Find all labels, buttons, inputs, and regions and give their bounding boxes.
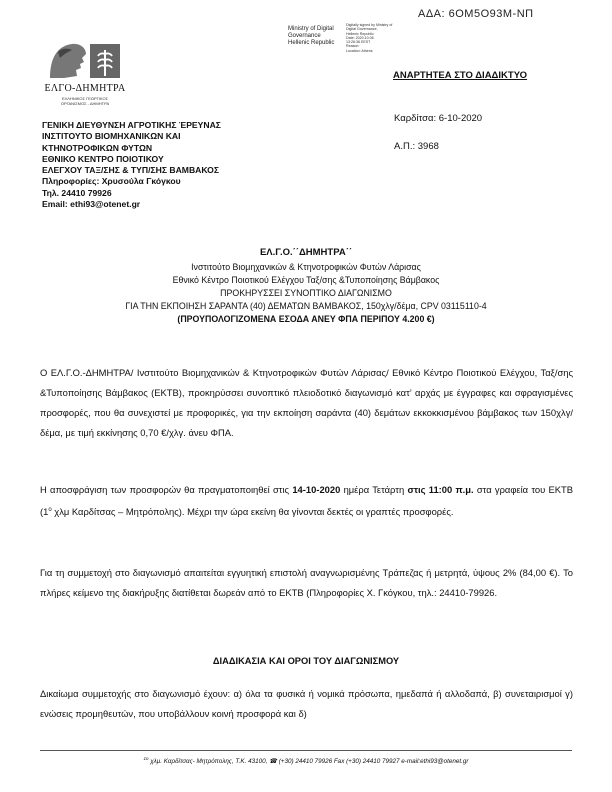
digital-signature-details bbox=[346, 23, 392, 53]
footer-text: χλμ. Καρδίτσας- Μητρόπολης, Τ.Κ. 43100, ☎ (+30) 24410 79926 Fax (+30) 24410 79927 e-mail:ethi93@otenet.gr bbox=[148, 758, 469, 766]
logo-tagline-line: ΕΛΛΗΝΙΚΟΣ ΓΕΩΡΓΙΚΟΣ bbox=[61, 96, 109, 101]
paragraph-guarantee: Για τη συμμετοχή στο διαγωνισμό απαιτείται εγγυητική επιστολή αναγνωρισμένης Τράπεζας ή μετρητά, ύψους 2% (84,00 €). Το πλήρες κείμενο της διακήρυξης διατίθεται δωρεάν από το ΕΚΤΒ (Πληροφορίες Χ. Γκόγκου, τηλ.: 24410-79926. bbox=[40, 567, 573, 598]
place-date: Καρδίτσα: 6-10-2020 bbox=[394, 113, 483, 124]
ada-code: ΑΔΑ: 6ΟΜ5Ο93Μ-ΝΠ bbox=[418, 8, 534, 20]
heading-org: ΕΛ.Γ.Ο.΄΄ΔΗΜΗΤΡΑ΄΄ bbox=[259, 247, 353, 258]
heading-announcement: ΠΡΟΚΗΡΥΣΣΕΙ ΣΥΝΟΠΤΙΚΟ ΔΙΑΓΩΝΙΣΜΟ bbox=[220, 288, 392, 298]
goddess-head-icon bbox=[46, 40, 124, 82]
sender-line: ΕΛΕΓΧΟΥ ΤΑΞ/ΣΗΣ & ΤΥΠ/ΣΗΣ ΒΑΜΒΑΚΟΣ bbox=[42, 165, 220, 176]
sender-line: ΕΘΝΙΚΟ ΚΕΝΤΡΟ ΠΟΙΟΤΙΚΟΥ bbox=[42, 153, 164, 164]
issuer-line: Ministry of Digital bbox=[288, 26, 334, 32]
logo-tagline bbox=[40, 96, 130, 106]
digital-signature-issuer bbox=[288, 26, 334, 47]
issuer-line: Hellenic Republic bbox=[288, 40, 335, 46]
posting-note: ΑΝΑΡΤΗΤΕΑ ΣΤΟ ΔΙΑΔΙΚΤΥΟ bbox=[393, 70, 528, 81]
heading-institute: Ινστιτούτο Βιομηχανικών & Κτηνοτροφικών Φυτών Λάρισας bbox=[191, 262, 421, 272]
paragraph-opening bbox=[40, 480, 573, 522]
opening-text: στα γραφεία του ΕΚΤΒ (1 bbox=[40, 484, 573, 518]
sender-contact: Πληροφορίες: Χρυσούλα Γκόγκου bbox=[42, 176, 181, 187]
opening-text: χλμ Καρδίτσας – Μητρόπολης). Μέχρι την ώρα εκείνη θα γίνονται δεκτές οι γραπτές προσφορές. bbox=[51, 506, 454, 518]
logo-wordmark: ΕΛΓΟ-ΔΗΜΗΤΡΑ bbox=[44, 83, 126, 94]
heading-center: Εθνικό Κέντρο Ποιοτικού Ελέγχου Ταξ/σης &Τυποποίησης Βάμβακος bbox=[172, 275, 440, 285]
ordinal-sup: ο bbox=[48, 507, 52, 513]
footer-sup: ο bbox=[145, 756, 149, 761]
sender-email: Email: ethi93@otenet.gr bbox=[42, 199, 141, 210]
sender-line: ΙΝΣΤΙΤΟΥΤΟ ΒΙΟΜΗΧΑΝΙΚΩΝ ΚΑΙ bbox=[42, 131, 181, 142]
footer-address bbox=[40, 756, 572, 765]
footer-divider bbox=[40, 750, 572, 751]
opening-date: 14-10-2020 bbox=[292, 484, 341, 495]
opening-text: ημέρα Τετάρτη bbox=[340, 484, 408, 495]
sender-line: ΚΤΗΝΟΤΡΟΦΙΚΩΝ ΦΥΤΩΝ bbox=[42, 142, 153, 153]
signature-line: Digital Governance, bbox=[346, 27, 378, 32]
signature-line: 13:26:36 EEST bbox=[346, 40, 371, 45]
heading-budget: (ΠΡΟΥΠΟΛΟΓΙΖΟΜΕΝΑ ΕΣΟΔΑ ΑΝΕΥ ΦΠΑ ΠΕΡΙΠΟΥ 4.200 €) bbox=[177, 314, 435, 324]
signature-line: Digitally signed by Ministry of bbox=[346, 23, 393, 27]
footer-sup-num: 1 bbox=[143, 756, 146, 761]
sender-phone: Τηλ. 24410 79926 bbox=[42, 187, 112, 198]
sender-block bbox=[42, 120, 221, 210]
sender-line: ΓΕΝΙΚΗ ΔΙΕΥΘΥΝΣΗ ΑΓΡΟΤΙΚΗΣ ΈΡΕΥΝΑΣ bbox=[42, 120, 221, 130]
signature-line: Location: Athens bbox=[346, 48, 373, 53]
opening-time: στις 11:00 π.μ. bbox=[407, 484, 474, 495]
protocol-number: Α.Π.: 3968 bbox=[394, 141, 439, 152]
paragraph-eligibility: Δικαίωμα συμμετοχής στο διαγωνισμό έχουν: α) όλα τα φυσικά ή νομικά πρόσωπα, ημεδαπά ή αλλοδαπά, β) συνεταιρισμοί γ) ενώσεις προμηθευτών, που υποβάλλουν κοινή προσφορά και δ) bbox=[40, 688, 573, 719]
paragraph-announcement: Ο ΕΛ.Γ.Ο.-ΔΗΜΗΤΡΑ/ Ινστιτούτο Βιομηχανικών & Κτηνοτροφικών Φυτών Λάρισας/ Εθνικό Κέντρο Ποιοτικού Ελέγχου, Ταξ/σης &Τυποποίησης Βάμβακος (ΕΚΤΒ), προκηρύσσει συνοπτικό πλειοδοτικό διαγωνισμό κατ’ αρχάς με έγγραφες και σφραγισμένες προσφορές, που θα συνεχιστεί με προφορικές, για την εκποίηση σαράντα (40) δεμάτων εκκοκκισμένου βάμβακος των 150χλγ/δέμα, με τιμή εκκίνησης 0,70 €/χλγ. άνευ ΦΠΑ. bbox=[40, 367, 573, 438]
signature-line: Date: 2020.10.06 bbox=[346, 35, 374, 40]
heading-subject: ΓΙΑ ΤΗΝ ΕΚΠΟΙΗΣΗ ΣΑΡΑΝΤΑ (40) ΔΕΜΑΤΩΝ ΒΑΜΒΑΚΟΣ, 150χλγ/δέμα, CPV 03115110-4 bbox=[125, 301, 487, 311]
signature-line: Hellenic Republic bbox=[346, 31, 374, 36]
opening-text: Η αποσφράγιση των προσφορών θα πραγματοποιηθεί στις bbox=[40, 484, 293, 495]
logo-tagline-line: ΟΡΓΑΝΙΣΜΟΣ - ΔΗΜΗΤΡΑ bbox=[60, 101, 110, 106]
issuer-line: Governance bbox=[288, 33, 321, 39]
signature-line: Reason: bbox=[346, 44, 360, 49]
section-title: ΔΙΑΔΙΚΑΣΙΑ ΚΑΙ ΟΡΟΙ ΤΟΥ ΔΙΑΓΩΝΙΣΜΟΥ bbox=[212, 656, 400, 666]
